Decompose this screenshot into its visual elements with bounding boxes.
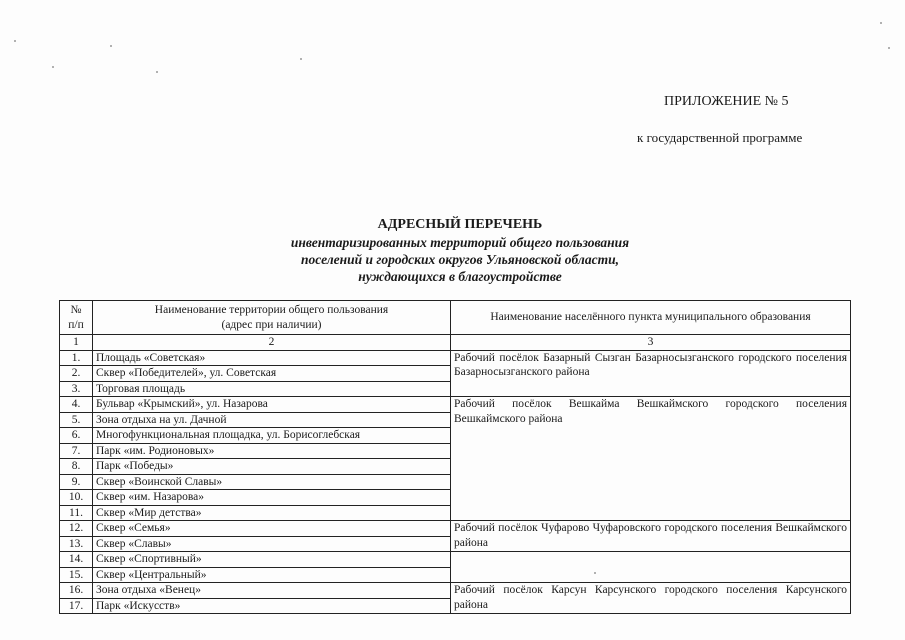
territory-name: Сквер «Спортивный» [93,552,451,568]
row-number: 16. [60,583,93,599]
title-line-2: инвентаризированных территорий общего пользования [290,235,630,250]
header-number [60,301,93,335]
header-territory-bottom: (адрес при наличии) [221,318,322,331]
row-number: 14. [60,552,93,568]
row-number: 6. [60,428,93,444]
program-reference: к государственной программе [637,130,803,145]
appendix-label: ПРИЛОЖЕНИЕ № 5 [664,94,789,109]
scan-speck [300,58,302,60]
header-number-top: № [70,304,82,316]
territory-name: Парк «Искусств» [93,598,451,614]
territory-name: Торговая площадь [93,381,451,397]
row-number: 7. [60,443,93,459]
scan-speck [14,40,16,42]
header-territory-top: Наименование территории общего пользования [154,304,389,316]
row-number: 3. [60,381,93,397]
territory-name: Многофункциональная площадка, ул. Борисоглебская [93,428,451,444]
territory-name: Парк «Победы» [93,459,451,475]
header-number-bottom: п/п [68,318,84,331]
column-number-row [60,335,851,351]
title-line-3: поселений и городских округов Ульяновской области, [301,252,619,267]
row-number: 1. [60,350,93,366]
title-line-1: АДРЕСНЫЙ ПЕРЕЧЕНЬ [377,217,543,232]
table-row [60,350,851,366]
row-number: 5. [60,412,93,428]
territory-name: Площадь «Советская» [93,350,451,366]
territory-name: Сквер «Семья» [93,521,451,537]
territory-name: Сквер «Победителей», ул. Советская [93,366,451,382]
scan-speck [156,71,158,73]
row-number: 10. [60,490,93,506]
municipality-cell-empty [451,552,851,583]
column-number: 2 [93,335,451,351]
table-header-row [60,301,851,335]
municipality-cell: Рабочий посёлок Карсун Карсунского городского поселения Карсунского района [451,583,851,614]
municipality-cell: Рабочий посёлок Базарный Сызган Базарносызганского городского поселения Базарносызганского района [451,350,851,397]
territory-name: Сквер «Славы» [93,536,451,552]
municipality-cell: Рабочий посёлок Вешкайма Вешкаймского городского поселения Вешкаймского района [451,397,851,521]
row-number: 4. [60,397,93,413]
territory-name: Зона отдыха «Венец» [93,583,451,599]
territory-name: Парк «им. Родионовых» [93,443,451,459]
row-number: 12. [60,521,93,537]
territory-name: Сквер «Центральный» [93,567,451,583]
territory-name: Сквер «им. Назарова» [93,490,451,506]
scan-speck [110,45,112,47]
table-row [60,397,851,413]
table-row [60,583,851,599]
row-number: 11. [60,505,93,521]
table-row [60,521,851,537]
header-territory [93,301,451,335]
territory-name: Бульвар «Крымский», ул. Назарова [93,397,451,413]
territory-name: Зона отдыха на ул. Дачной [93,412,451,428]
territories-table [59,300,851,614]
territory-name: Сквер «Мир детства» [93,505,451,521]
row-number: 8. [60,459,93,475]
scan-speck [52,66,54,68]
header-municipality: Наименование населённого пункта муниципального образования [451,301,851,335]
table-row [60,552,851,568]
title-line-4: нуждающихся в благоустройстве [358,269,562,284]
row-number: 2. [60,366,93,382]
column-number: 1 [60,335,93,351]
municipality-cell: Рабочий посёлок Чуфарово Чуфаровского городского поселения Вешкаймского района [451,521,851,552]
column-number: 3 [451,335,851,351]
scan-speck [594,572,596,574]
scan-speck [888,47,890,49]
row-number: 9. [60,474,93,490]
territory-name: Сквер «Воинской Славы» [93,474,451,490]
scan-speck [880,22,882,24]
row-number: 17. [60,598,93,614]
row-number: 15. [60,567,93,583]
document-title [180,216,740,285]
row-number: 13. [60,536,93,552]
